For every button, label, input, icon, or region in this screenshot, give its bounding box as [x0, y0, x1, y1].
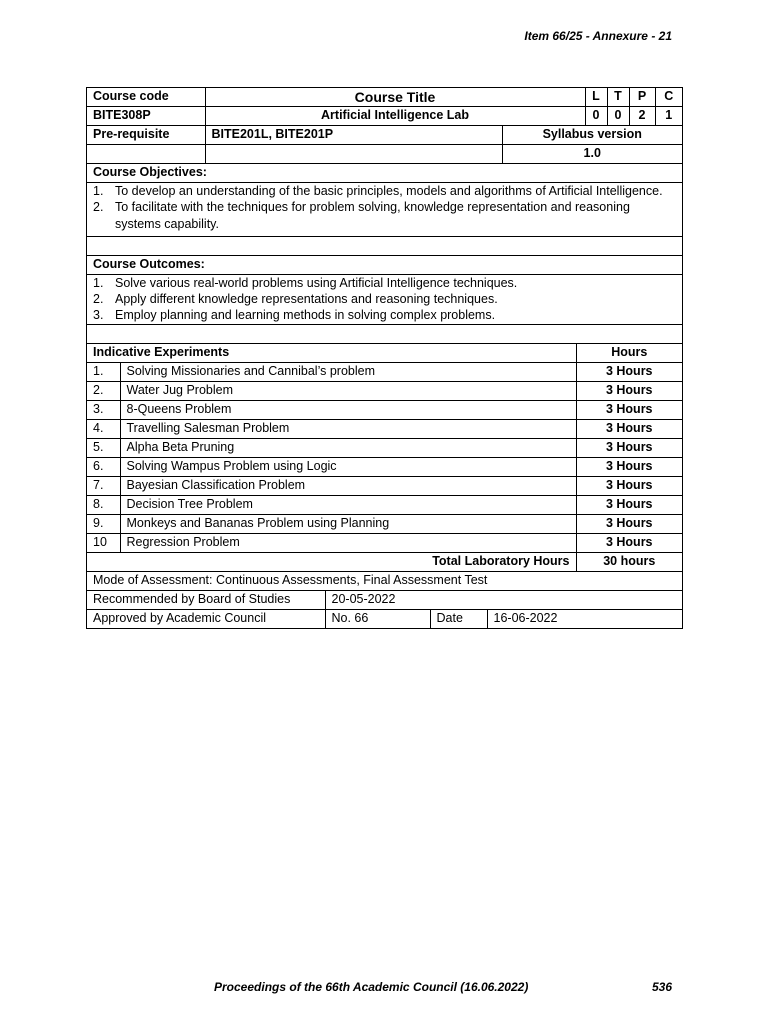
table-row: [87, 457, 682, 476]
experiment-hours: 3 Hours: [576, 400, 682, 419]
experiments-heading: Indicative Experiments: [87, 344, 576, 363]
course-info-table: [87, 88, 682, 164]
table-row: [87, 533, 682, 552]
experiment-number: 3.: [87, 400, 120, 419]
experiment-hours: 3 Hours: [576, 438, 682, 457]
experiment-hours: 3 Hours: [576, 381, 682, 400]
syllabus-version-label: Syllabus version: [502, 126, 682, 145]
item-text: Apply different knowledge representations and reasoning techniques.: [115, 292, 498, 307]
item-text: To facilitate with the techniques for problem solving, knowledge representation and reasoning systems capability.: [115, 200, 630, 231]
item-number: 1.: [93, 184, 104, 199]
experiment-name: Alpha Beta Pruning: [120, 438, 576, 457]
experiment-name: Regression Problem: [120, 533, 576, 552]
table-row: [87, 362, 682, 381]
item-number: 3.: [93, 308, 104, 323]
t-value: 0: [607, 107, 629, 126]
experiment-name: Water Jug Problem: [120, 381, 576, 400]
item-text: To develop an understanding of the basic principles, models and algorithms of Artificial Intelligence.: [115, 184, 663, 199]
experiment-hours: 3 Hours: [576, 495, 682, 514]
experiment-name: Travelling Salesman Problem: [120, 419, 576, 438]
annexure-header: Item 66/25 - Annexure - 21: [524, 29, 672, 43]
council-label: Approved by Academic Council: [87, 609, 325, 628]
outcomes-list: [93, 275, 676, 324]
table-row: [87, 438, 682, 457]
total-hours-label: Total Laboratory Hours: [87, 552, 576, 571]
experiment-number: 10: [87, 533, 120, 552]
experiment-hours: 3 Hours: [576, 514, 682, 533]
list-item: [93, 183, 676, 199]
footer-title: Proceedings of the 66th Academic Council (16.06.2022): [214, 980, 529, 994]
blank-cell: [205, 145, 502, 164]
list-item: [93, 275, 676, 291]
experiment-name: Solving Missionaries and Cannibal’s problem: [120, 362, 576, 381]
table-row: [87, 495, 682, 514]
experiment-name: Monkeys and Bananas Problem using Planning: [120, 514, 576, 533]
item-number: 2.: [93, 200, 104, 215]
experiments-table: [87, 344, 682, 572]
blank-cell: [87, 145, 205, 164]
hours-heading: Hours: [576, 344, 682, 363]
experiment-number: 5.: [87, 438, 120, 457]
experiment-number: 7.: [87, 476, 120, 495]
outcomes-list-cell: [87, 274, 682, 324]
page-number: 536: [651, 980, 672, 994]
experiment-number: 1.: [87, 362, 120, 381]
assessment-table: [87, 572, 682, 628]
outcomes-heading: Course Outcomes:: [87, 255, 682, 274]
table-row: [87, 514, 682, 533]
item-number: 2.: [93, 292, 104, 307]
experiment-number: 9.: [87, 514, 120, 533]
prerequisite-label: Pre-requisite: [87, 126, 205, 145]
table-row: [87, 381, 682, 400]
t-label: T: [607, 88, 629, 107]
table-row: [87, 476, 682, 495]
experiment-name: Bayesian Classification Problem: [120, 476, 576, 495]
experiment-hours: 3 Hours: [576, 476, 682, 495]
experiment-number: 4.: [87, 419, 120, 438]
objectives-heading: Course Objectives:: [87, 164, 682, 183]
list-item: [93, 291, 676, 307]
experiment-hours: 3 Hours: [576, 419, 682, 438]
list-item: [93, 307, 676, 323]
council-date: 16-06-2022: [487, 609, 682, 628]
date-label: Date: [430, 609, 487, 628]
objectives-list: [93, 183, 676, 232]
experiment-number: 6.: [87, 457, 120, 476]
total-hours: 30 hours: [576, 552, 682, 571]
l-value: 0: [585, 107, 607, 126]
assessment-mode: Mode of Assessment: Continuous Assessments, Final Assessment Test: [87, 572, 682, 591]
item-text: Employ planning and learning methods in solving complex problems.: [115, 308, 496, 323]
experiment-number: 2.: [87, 381, 120, 400]
course-code-label: Course code: [87, 88, 205, 107]
council-number: No. 66: [325, 609, 430, 628]
experiment-name: 8-Queens Problem: [120, 400, 576, 419]
spacer-row: [87, 324, 682, 343]
objectives-outcomes-table: [87, 164, 682, 344]
experiment-hours: 3 Hours: [576, 457, 682, 476]
p-value: 2: [629, 107, 655, 126]
course-title-label: Course Title: [205, 88, 585, 107]
course-code: BITE308P: [87, 107, 205, 126]
objectives-list-cell: [87, 183, 682, 237]
course-title: Artificial Intelligence Lab: [205, 107, 585, 126]
experiment-number: 8.: [87, 495, 120, 514]
c-value: 1: [655, 107, 682, 126]
experiment-hours: 3 Hours: [576, 362, 682, 381]
experiment-hours: 3 Hours: [576, 533, 682, 552]
syllabus-table: [86, 87, 683, 629]
spacer-row: [87, 236, 682, 255]
table-row: [87, 419, 682, 438]
experiment-name: Decision Tree Problem: [120, 495, 576, 514]
l-label: L: [585, 88, 607, 107]
c-label: C: [655, 88, 682, 107]
experiment-name: Solving Wampus Problem using Logic: [120, 457, 576, 476]
list-item: [93, 199, 676, 232]
board-label: Recommended by Board of Studies: [87, 590, 325, 609]
syllabus-version: 1.0: [502, 145, 682, 164]
prerequisite-value: BITE201L, BITE201P: [205, 126, 502, 145]
p-label: P: [629, 88, 655, 107]
item-text: Solve various real-world problems using Artificial Intelligence techniques.: [115, 275, 518, 290]
item-number: 1.: [93, 275, 104, 290]
table-row: [87, 400, 682, 419]
board-date: 20-05-2022: [325, 590, 682, 609]
